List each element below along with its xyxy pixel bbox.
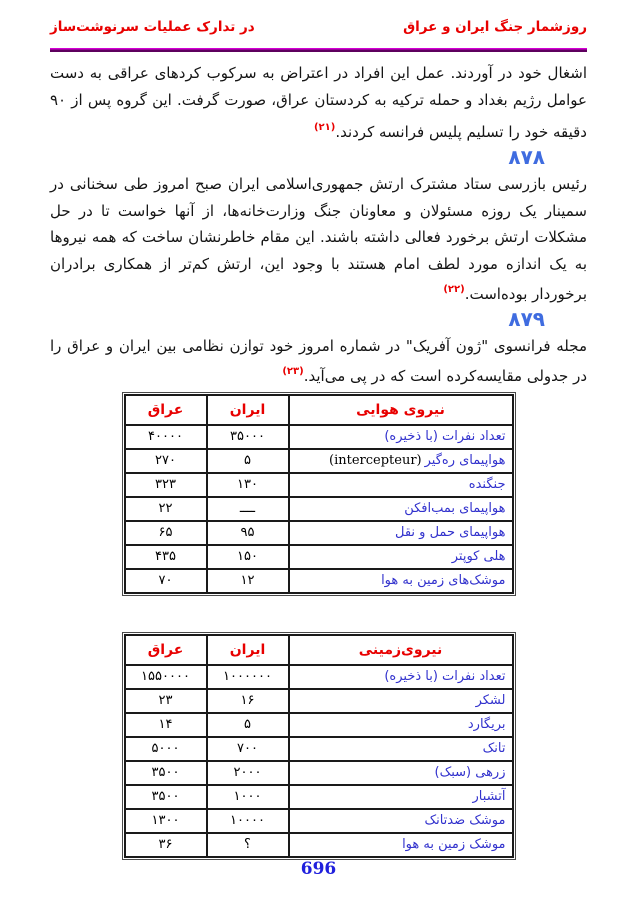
header-divider-rule (50, 48, 587, 52)
paragraph-879 (50, 333, 587, 390)
table-row (125, 425, 513, 449)
iran-value: ۱۲ (207, 569, 289, 593)
row-label-latin: (intercepteur) (329, 453, 422, 468)
iran-value: ؟ (207, 833, 289, 857)
air-col-header-iran: ایران (207, 395, 289, 425)
row-label: آتشبار (289, 785, 513, 809)
table-row (125, 473, 513, 497)
iran-value: ۱۰۰۰۰ (207, 809, 289, 833)
footnote-marker-22: (۲۲) (443, 284, 465, 295)
row-label: لشکر (289, 689, 513, 713)
iran-value: ۹۵ (207, 521, 289, 545)
table-row (125, 665, 513, 689)
table-row (125, 809, 513, 833)
footnote-marker-21: (۲۱) (313, 122, 336, 133)
iran-value: ــــ (207, 497, 289, 521)
iraq-value: ۲۲ (125, 497, 207, 521)
table-row (125, 785, 513, 809)
row-label: تانک (289, 737, 513, 761)
iraq-value: ۱۴ (125, 713, 207, 737)
row-label: هواپیمای حمل و نقل (289, 521, 513, 545)
iraq-value: ۴۰۰۰۰ (125, 425, 207, 449)
iraq-value: ۲۳ (125, 689, 207, 713)
table-row (125, 713, 513, 737)
iraq-value: ۳۵۰۰ (125, 761, 207, 785)
row-label: هواپیمای ره‌گیر(intercepteur) (289, 449, 513, 473)
iran-value: ۵ (207, 713, 289, 737)
iraq-value: ۱۳۰۰ (125, 809, 207, 833)
paragraph-intro (50, 60, 587, 146)
iraq-value: ۲۷۰ (125, 449, 207, 473)
table-row (125, 569, 513, 593)
header-book-title: روزشمار جنگ ایران و عراق (403, 19, 587, 35)
ground-col-header-iraq: عراق (125, 635, 207, 665)
air-col-header-iraq: عراق (125, 395, 207, 425)
iraq-value: ۶۵ (125, 521, 207, 545)
table-row (125, 761, 513, 785)
iran-value: ۱۳۰ (207, 473, 289, 497)
header-chapter-title: در تدارک عملیات سرنوشت‌ساز (50, 19, 255, 35)
row-label: بریگارد (289, 713, 513, 737)
page-header (50, 18, 587, 36)
iran-value: ۵ (207, 449, 289, 473)
ground-col-header-iran: ایران (207, 635, 289, 665)
table-row (125, 449, 513, 473)
air-header-row (125, 395, 513, 425)
row-label: تعداد نفرات (با ذخیره) (289, 425, 513, 449)
iraq-value: ۳۵۰۰ (125, 785, 207, 809)
paragraph-878 (50, 171, 587, 308)
page-number: 696 (300, 859, 337, 879)
row-label: موشک زمین به هوا (289, 833, 513, 857)
row-label: تعداد نفرات (با ذخیره) (289, 665, 513, 689)
table-row (125, 689, 513, 713)
iraq-value: ۴۳۵ (125, 545, 207, 569)
paragraph-879-text: مجله فرانسوی "ژون آفریک" در شماره امروز خود توازن نظامی بین ایران و عراق را در جدولی مقایسه‌کرده است که در پی می‌آید. (50, 336, 587, 385)
table-row (125, 497, 513, 521)
ground-col-header-category: نیروی‌زمینی (289, 635, 513, 665)
row-label: موشک ضدتانک (289, 809, 513, 833)
row-label: موشک‌های زمین به هوا (289, 569, 513, 593)
air-force-table (122, 392, 516, 596)
iran-value: ۱۶ (207, 689, 289, 713)
table-row (125, 521, 513, 545)
iraq-value: ۳۶ (125, 833, 207, 857)
iran-value: ۱۰۰۰۰۰۰ (207, 665, 289, 689)
iraq-value: ۷۰ (125, 569, 207, 593)
iran-value: ۷۰۰ (207, 737, 289, 761)
section-number-878: ۸۷۸ (508, 145, 545, 169)
ground-force-table (122, 632, 516, 860)
air-col-header-category: نیروی هوایی (289, 395, 513, 425)
iraq-value: ۱۵۵۰۰۰۰ (125, 665, 207, 689)
row-label: هلی کوپتر (289, 545, 513, 569)
iraq-value: ۵۰۰۰ (125, 737, 207, 761)
iran-value: ۱۰۰۰ (207, 785, 289, 809)
row-label: جنگنده (289, 473, 513, 497)
table-row (125, 833, 513, 857)
iraq-value: ۳۲۳ (125, 473, 207, 497)
footnote-marker-23: (۲۳) (282, 366, 304, 377)
ground-header-row (125, 635, 513, 665)
section-number-879: ۸۷۹ (508, 306, 545, 331)
paragraph-878-text: رئیس بازرسی ستاد مشترک ارتش جمهوری‌اسلامی ایران صبح امروز طی سخنانی در سمینار یک روزه مسئولان و معاونان جنگ وزارت‌خانه‌ها، از آنها خواست تا در حل مشکلات ارتش برخورد فعالی داشته باشند. این مقام خاطرنشان ساخت که همه نیروها به یک اندازه مورد لطف امام هستند با وجود این، ارتش کم‌تر از همکاری برادران برخوردار بوده‌است. (50, 175, 587, 303)
table-row (125, 545, 513, 569)
iran-value: ۱۵۰ (207, 545, 289, 569)
row-label: زرهی (سبک) (289, 761, 513, 785)
iran-value: ۲۰۰۰ (207, 761, 289, 785)
table-row (125, 737, 513, 761)
paragraph-intro-text: اشغال خود در آوردند. عمل این افراد در اعتراض به سرکوب کردهای عراقی به دست عوامل رژیم بغداد و حمله ترکیه به کردستان عراق، صورت گرفت. این گروه پس از ۹۰ دقیقه خود را تسلیم پلیس فرانسه کردند. (50, 64, 587, 141)
row-label: هواپیمای بمب‌افکن (289, 497, 513, 521)
iran-value: ۳۵۰۰۰ (207, 425, 289, 449)
